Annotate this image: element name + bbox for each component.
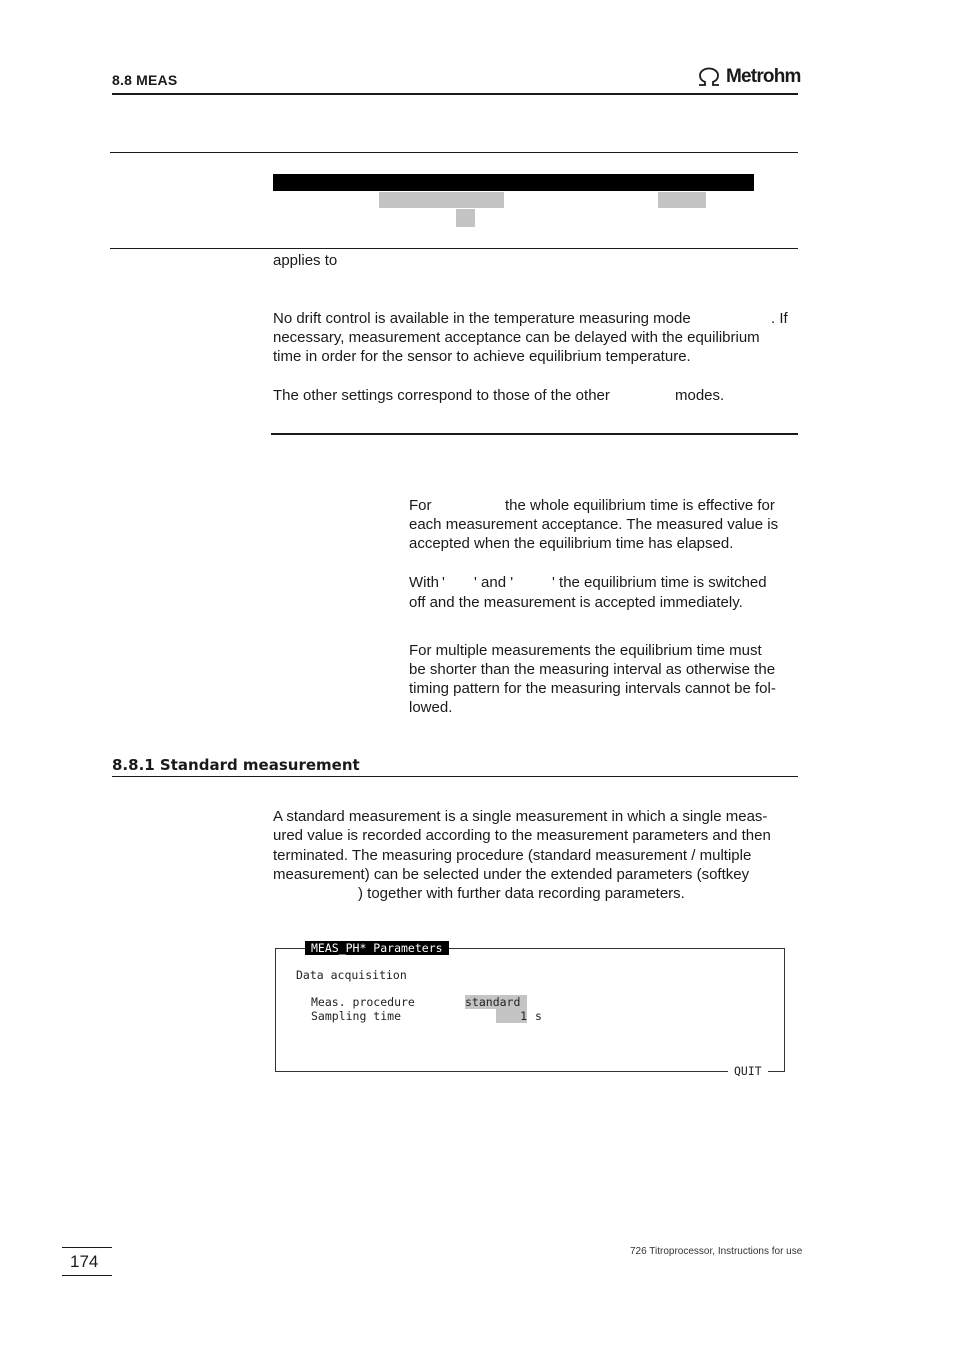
divider-block-end [271, 433, 798, 435]
subsection-rule [112, 776, 798, 777]
redacted-bar [273, 174, 754, 191]
subsection-heading: 8.8.1 Standard measurement [112, 756, 360, 774]
page-number-rule [62, 1247, 112, 1248]
header-rule [112, 93, 798, 95]
section-body-line: A standard measurement is a single measurement in which a single meas- [273, 808, 768, 825]
note-2-line: off and the measurement is accepted immediately. [409, 594, 743, 611]
section-body-line: ) together with further data recording parameters. [358, 885, 685, 902]
brand-name: Metrohm [726, 66, 801, 87]
page-number: 174 [70, 1252, 99, 1271]
sampling-time-field[interactable]: 1 [496, 1009, 527, 1023]
section-header: 8.8 MEAS [112, 72, 178, 88]
note-2-with: With [409, 574, 439, 591]
note-1-line: each measurement acceptance. The measured value is [409, 516, 779, 533]
paragraph-line: The other settings correspond to those of the other [273, 387, 610, 404]
screen-group-label: Data acquisition [296, 968, 407, 982]
paragraph-line: . If [771, 310, 788, 327]
highlight-box-3 [456, 209, 475, 227]
omega-icon [696, 67, 722, 87]
meas-procedure-label: Meas. procedure [311, 995, 415, 1009]
note-3-line: timing pattern for the measuring intervals cannot be fol- [409, 680, 776, 697]
note-2-and: ' and ' [474, 574, 514, 591]
highlight-box-1 [379, 192, 504, 208]
document-title: 726 Titroprocessor, Instructions for use [630, 1246, 803, 1257]
paragraph-line: modes. [675, 387, 725, 404]
note-3-line: lowed. [409, 699, 453, 716]
section-body-line: terminated. The measuring procedure (standard measurement / multiple [273, 847, 752, 864]
note-1-for: For [409, 497, 432, 514]
quit-softkey[interactable]: QUIT [728, 1064, 768, 1078]
divider-top [110, 152, 798, 153]
sampling-time-label: Sampling time [311, 1009, 402, 1023]
meas-procedure-field[interactable]: standard [465, 995, 527, 1009]
highlight-box-2 [658, 192, 706, 208]
divider-mid [110, 248, 798, 249]
paragraph-line: time in order for the sensor to achieve equilibrium temperature. [273, 348, 691, 365]
brand-logo [696, 66, 801, 88]
page-number-underline [62, 1275, 112, 1276]
note-3-line: be shorter than the measuring interval as otherwise the [409, 661, 776, 678]
applies-to-label: applies to [273, 252, 338, 269]
section-body-line: ured value is recorded according to the measurement parameters and then [273, 827, 771, 844]
paragraph-line: No drift control is available in the temperature measuring mode [273, 310, 691, 327]
note-2-line: ' the equilibrium time is switched [552, 574, 767, 591]
screen-title: MEAS_PH* Parameters [305, 941, 449, 955]
sampling-time-unit: s [535, 1009, 542, 1023]
note-2-quote: ' [442, 574, 445, 591]
note-1-line: accepted when the equilibrium time has elapsed. [409, 535, 734, 552]
note-1-line: the whole equilibrium time is effective for [505, 497, 775, 514]
note-3-line: For multiple measurements the equilibrium time must [409, 642, 762, 659]
section-body-line: measurement) can be selected under the extended parameters (softkey [273, 866, 750, 883]
paragraph-line: necessary, measurement acceptance can be delayed with the equilibrium [273, 329, 760, 346]
